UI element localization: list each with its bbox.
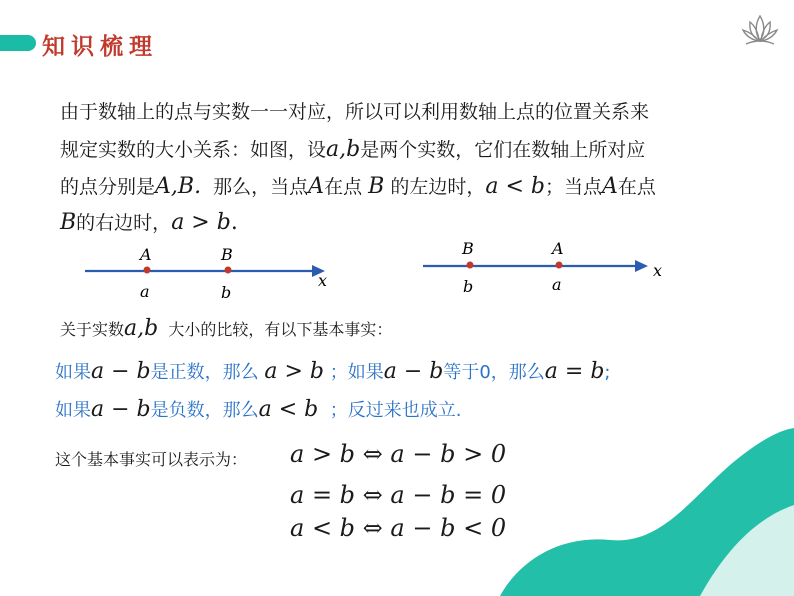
point-dot (467, 262, 474, 269)
value-label: b (221, 283, 232, 302)
equivalence-2: a = b ⇔ a − b = 0 (290, 481, 507, 509)
rule-text: ；反过来也成立. (329, 400, 462, 421)
rule-text: 如果 (55, 362, 91, 383)
math-ab: a,b (124, 316, 159, 341)
math-a-gt-b: a > b (171, 210, 231, 235)
math-a-minus-b: a − b (383, 359, 444, 384)
point-label: B (462, 239, 474, 258)
intro-text: 规定实数的大小关系：如图，设 (60, 139, 327, 161)
point-label: A (140, 245, 152, 264)
axis-arrow (635, 260, 648, 272)
rule-line-1 (55, 359, 755, 385)
value-label: a (552, 275, 562, 294)
intro-line-4 (60, 210, 760, 236)
point-label: B (221, 245, 233, 264)
intro-text: 在点 (617, 176, 656, 198)
point-dot (144, 267, 151, 274)
equivalence-3: a < b ⇔ a − b < 0 (290, 514, 507, 542)
math-a-lt-b: a < b (485, 174, 545, 199)
summary-label: 这个基本事实可以表示为： (55, 450, 248, 469)
compare-text: 大小的比较，有以下基本事实： (168, 320, 393, 339)
intro-text: ；当点 (544, 176, 602, 198)
heading-accent-bar (0, 35, 36, 51)
compare-line (60, 316, 760, 342)
math-A: A (308, 174, 325, 199)
rule-text: 如果 (55, 400, 91, 421)
intro-line-2 (60, 137, 760, 163)
rule-text: 是负数，那么 (150, 400, 259, 421)
math-B: B (368, 174, 385, 199)
math-ab: a,b (326, 137, 361, 162)
point-dot (225, 267, 232, 274)
intro-text: 在点 (324, 176, 363, 198)
math-AB: A,B. (155, 174, 202, 199)
rule-text: ; (604, 362, 611, 383)
page-title: 知识梳理 (42, 34, 158, 60)
value-label: a (140, 282, 150, 301)
intro-line-3 (60, 174, 760, 200)
lotus-logo-icon (738, 8, 782, 52)
math-a-eq-b: a = b (544, 359, 605, 384)
period: . (230, 210, 238, 235)
intro-text: 那么，当点 (213, 176, 309, 198)
rule-text: 是正数，那么 (150, 362, 259, 383)
math-A: A (602, 174, 618, 199)
point-dot (556, 262, 563, 269)
intro-text: 由于数轴上的点与实数一一对应，所以可以利用数轴上点的位置关系来 (60, 101, 650, 123)
rule-text: ；如果 (329, 362, 384, 383)
intro-text: 是两个实数，它们在数轴上所对应 (360, 139, 646, 161)
compare-text: 关于实数 (60, 320, 125, 339)
rule-text: 等于0，那么 (443, 362, 545, 383)
point-label: A (552, 239, 564, 258)
rule-line-2 (55, 397, 755, 423)
number-line-2 (420, 236, 680, 306)
value-label: b (463, 277, 474, 296)
number-line-1 (80, 240, 350, 310)
math-a-minus-b: a − b (91, 397, 151, 422)
axis-label: x (318, 271, 328, 290)
intro-text: 的点分别是 (60, 176, 156, 198)
intro-line-1 (60, 100, 760, 125)
intro-text: 的右边时， (76, 212, 172, 234)
intro-text: 的左边时， (390, 176, 486, 198)
math-a-minus-b: a − b (91, 359, 151, 384)
axis-label: x (653, 261, 663, 280)
equivalence-1: a > b ⇔ a − b > 0 (290, 440, 507, 468)
math-a-gt-b: a > b (264, 359, 324, 384)
math-B: B (60, 210, 77, 235)
math-a-lt-b: a < b (258, 397, 319, 422)
